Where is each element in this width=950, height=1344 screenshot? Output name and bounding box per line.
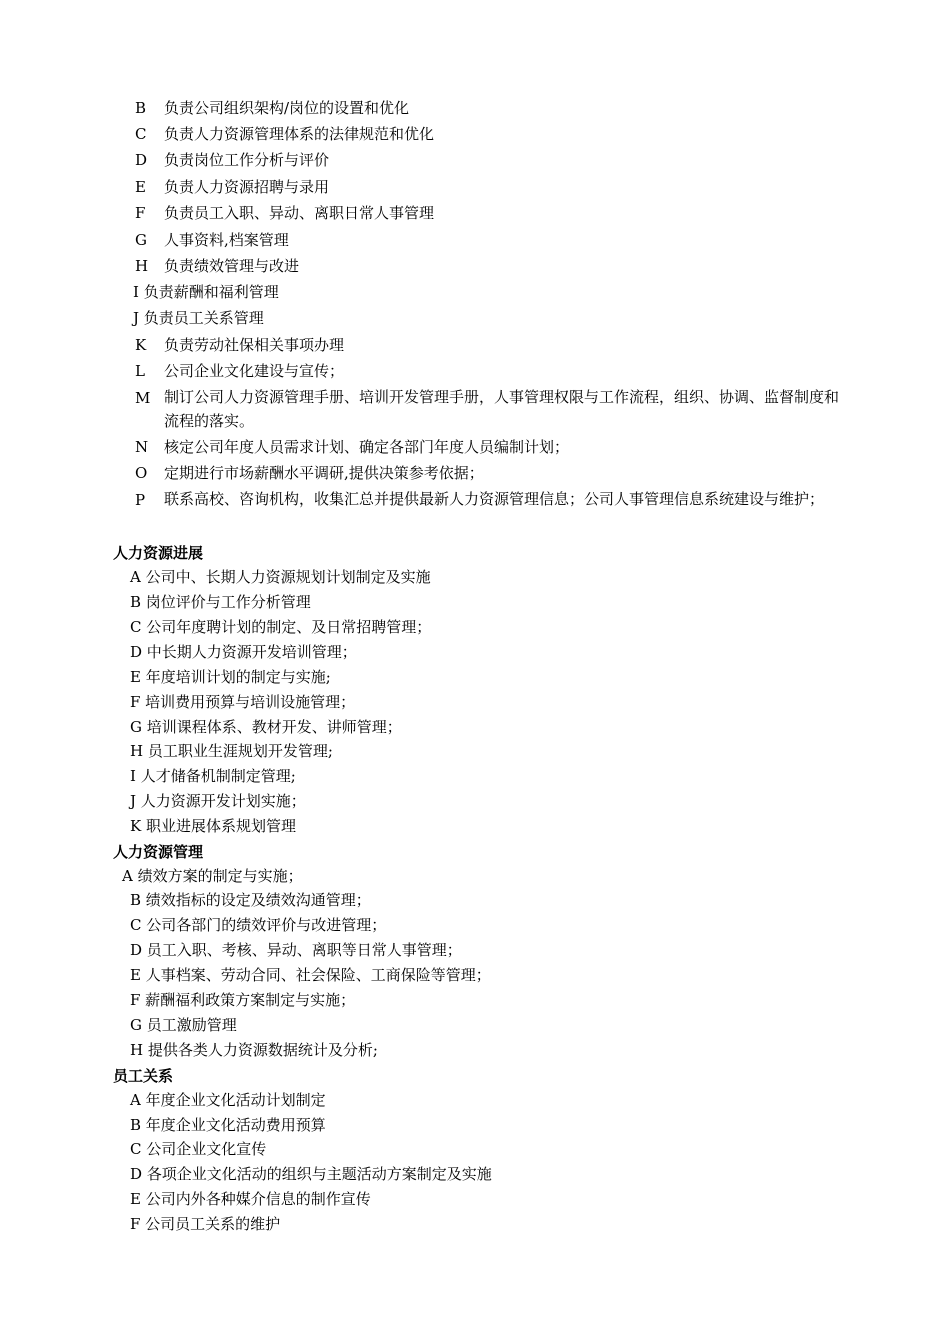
section-heading: 员工关系 xyxy=(113,1067,174,1085)
list-text: 公司企业文化建设与宣传； xyxy=(164,362,345,380)
list-item: H 员工职业生涯规划开发管理; xyxy=(130,742,333,760)
list-item: J 人力资源开发计划实施； xyxy=(130,792,306,810)
list-letter: K xyxy=(135,336,147,354)
list-item: C 公司各部门的绩效评价与改进管理； xyxy=(130,916,387,934)
list-item: K 职业进展体系规划管理 xyxy=(130,817,296,835)
list-item: D 各项企业文化活动的组织与主题活动方案制定及实施 xyxy=(130,1165,492,1183)
list-letter: N xyxy=(135,438,149,456)
list-text: 定期进行市场薪酬水平调研,提供决策参考依据； xyxy=(164,464,484,482)
list-text: 负责人力资源管理体系的法律规范和优化 xyxy=(164,125,435,143)
list-item: I 负责薪酬和福利管理 xyxy=(133,283,279,301)
list-text: 制订公司人力资源管理手册、培训开发管理手册，人事管理权限与工作流程，组织、协调、监督制度和流程的落实。 xyxy=(164,388,840,430)
list-item: A 年度企业文化活动计划制定 xyxy=(130,1091,326,1109)
list-item: E 公司内外各种媒介信息的制作宣传 xyxy=(130,1190,371,1208)
list-item: B 绩效指标的设定及绩效沟通管理； xyxy=(130,891,371,909)
list-letter: C xyxy=(135,125,147,143)
list-item: E 年度培训计划的制定与实施; xyxy=(130,668,331,686)
list-text: 负责公司组织架构/岗位的设置和优化 xyxy=(164,99,410,117)
list-letter: L xyxy=(135,362,145,380)
list-letter: M xyxy=(135,389,151,407)
list-item: I 人才储备机制制定管理; xyxy=(130,767,296,785)
list-item: C 公司年度聘计划的制定、及日常招聘管理； xyxy=(130,618,432,636)
list-item: C 公司企业文化宣传 xyxy=(130,1140,267,1158)
list-text: 核定公司年度人员需求计划、确定各部门年度人员编制计划； xyxy=(164,438,570,456)
list-text: 负责劳动社保相关事项办理 xyxy=(164,336,345,354)
list-letter: D xyxy=(135,151,148,169)
list-item: B 年度企业文化活动费用预算 xyxy=(130,1116,326,1134)
list-letter: G xyxy=(135,231,147,249)
list-text: 负责岗位工作分析与评价 xyxy=(164,151,330,169)
list-item: A 公司中、长期人力资源规划计划制定及实施 xyxy=(130,568,431,586)
list-item: A 绩效方案的制定与实施； xyxy=(122,867,303,885)
list-item: G 员工激励管理 xyxy=(130,1016,237,1034)
list-item: F 公司员工关系的维护 xyxy=(130,1215,281,1233)
list-letter: B xyxy=(135,99,147,117)
list-letter: P xyxy=(135,491,146,509)
list-letter: H xyxy=(135,257,149,275)
list-item: D 中长期人力资源开发培训管理； xyxy=(130,643,357,661)
list-text: 负责绩效管理与改进 xyxy=(164,257,300,275)
list-text: 负责人力资源招聘与录用 xyxy=(164,178,330,196)
list-item: B 岗位评价与工作分析管理 xyxy=(130,593,311,611)
list-item: D 员工入职、考核、异动、离职等日常人事管理； xyxy=(130,941,462,959)
list-item: E 人事档案、劳动合同、社会保险、工商保险等管理； xyxy=(130,966,491,984)
list-item: J 负责员工关系管理 xyxy=(133,309,264,327)
section-heading: 人力资源进展 xyxy=(113,544,204,562)
list-letter: E xyxy=(135,178,146,196)
list-item: H 提供各类人力资源数据统计及分析; xyxy=(130,1041,378,1059)
list-text: 人事资料,档案管理 xyxy=(164,231,289,249)
list-letter: O xyxy=(135,464,148,482)
list-letter: F xyxy=(135,204,146,222)
section-heading: 人力资源管理 xyxy=(113,843,204,861)
list-item: F 薪酬福利政策方案制定与实施； xyxy=(130,991,356,1009)
list-item: F 培训费用预算与培训设施管理； xyxy=(130,693,356,711)
list-item: G 培训课程体系、教材开发、讲师管理； xyxy=(130,718,402,736)
list-text: 联系高校、咨询机构，收集汇总并提供最新人力资源管理信息；公司人事管理信息系统建设与维护； xyxy=(164,490,825,508)
list-text: 负责员工入职、异动、离职日常人事管理 xyxy=(164,204,435,222)
